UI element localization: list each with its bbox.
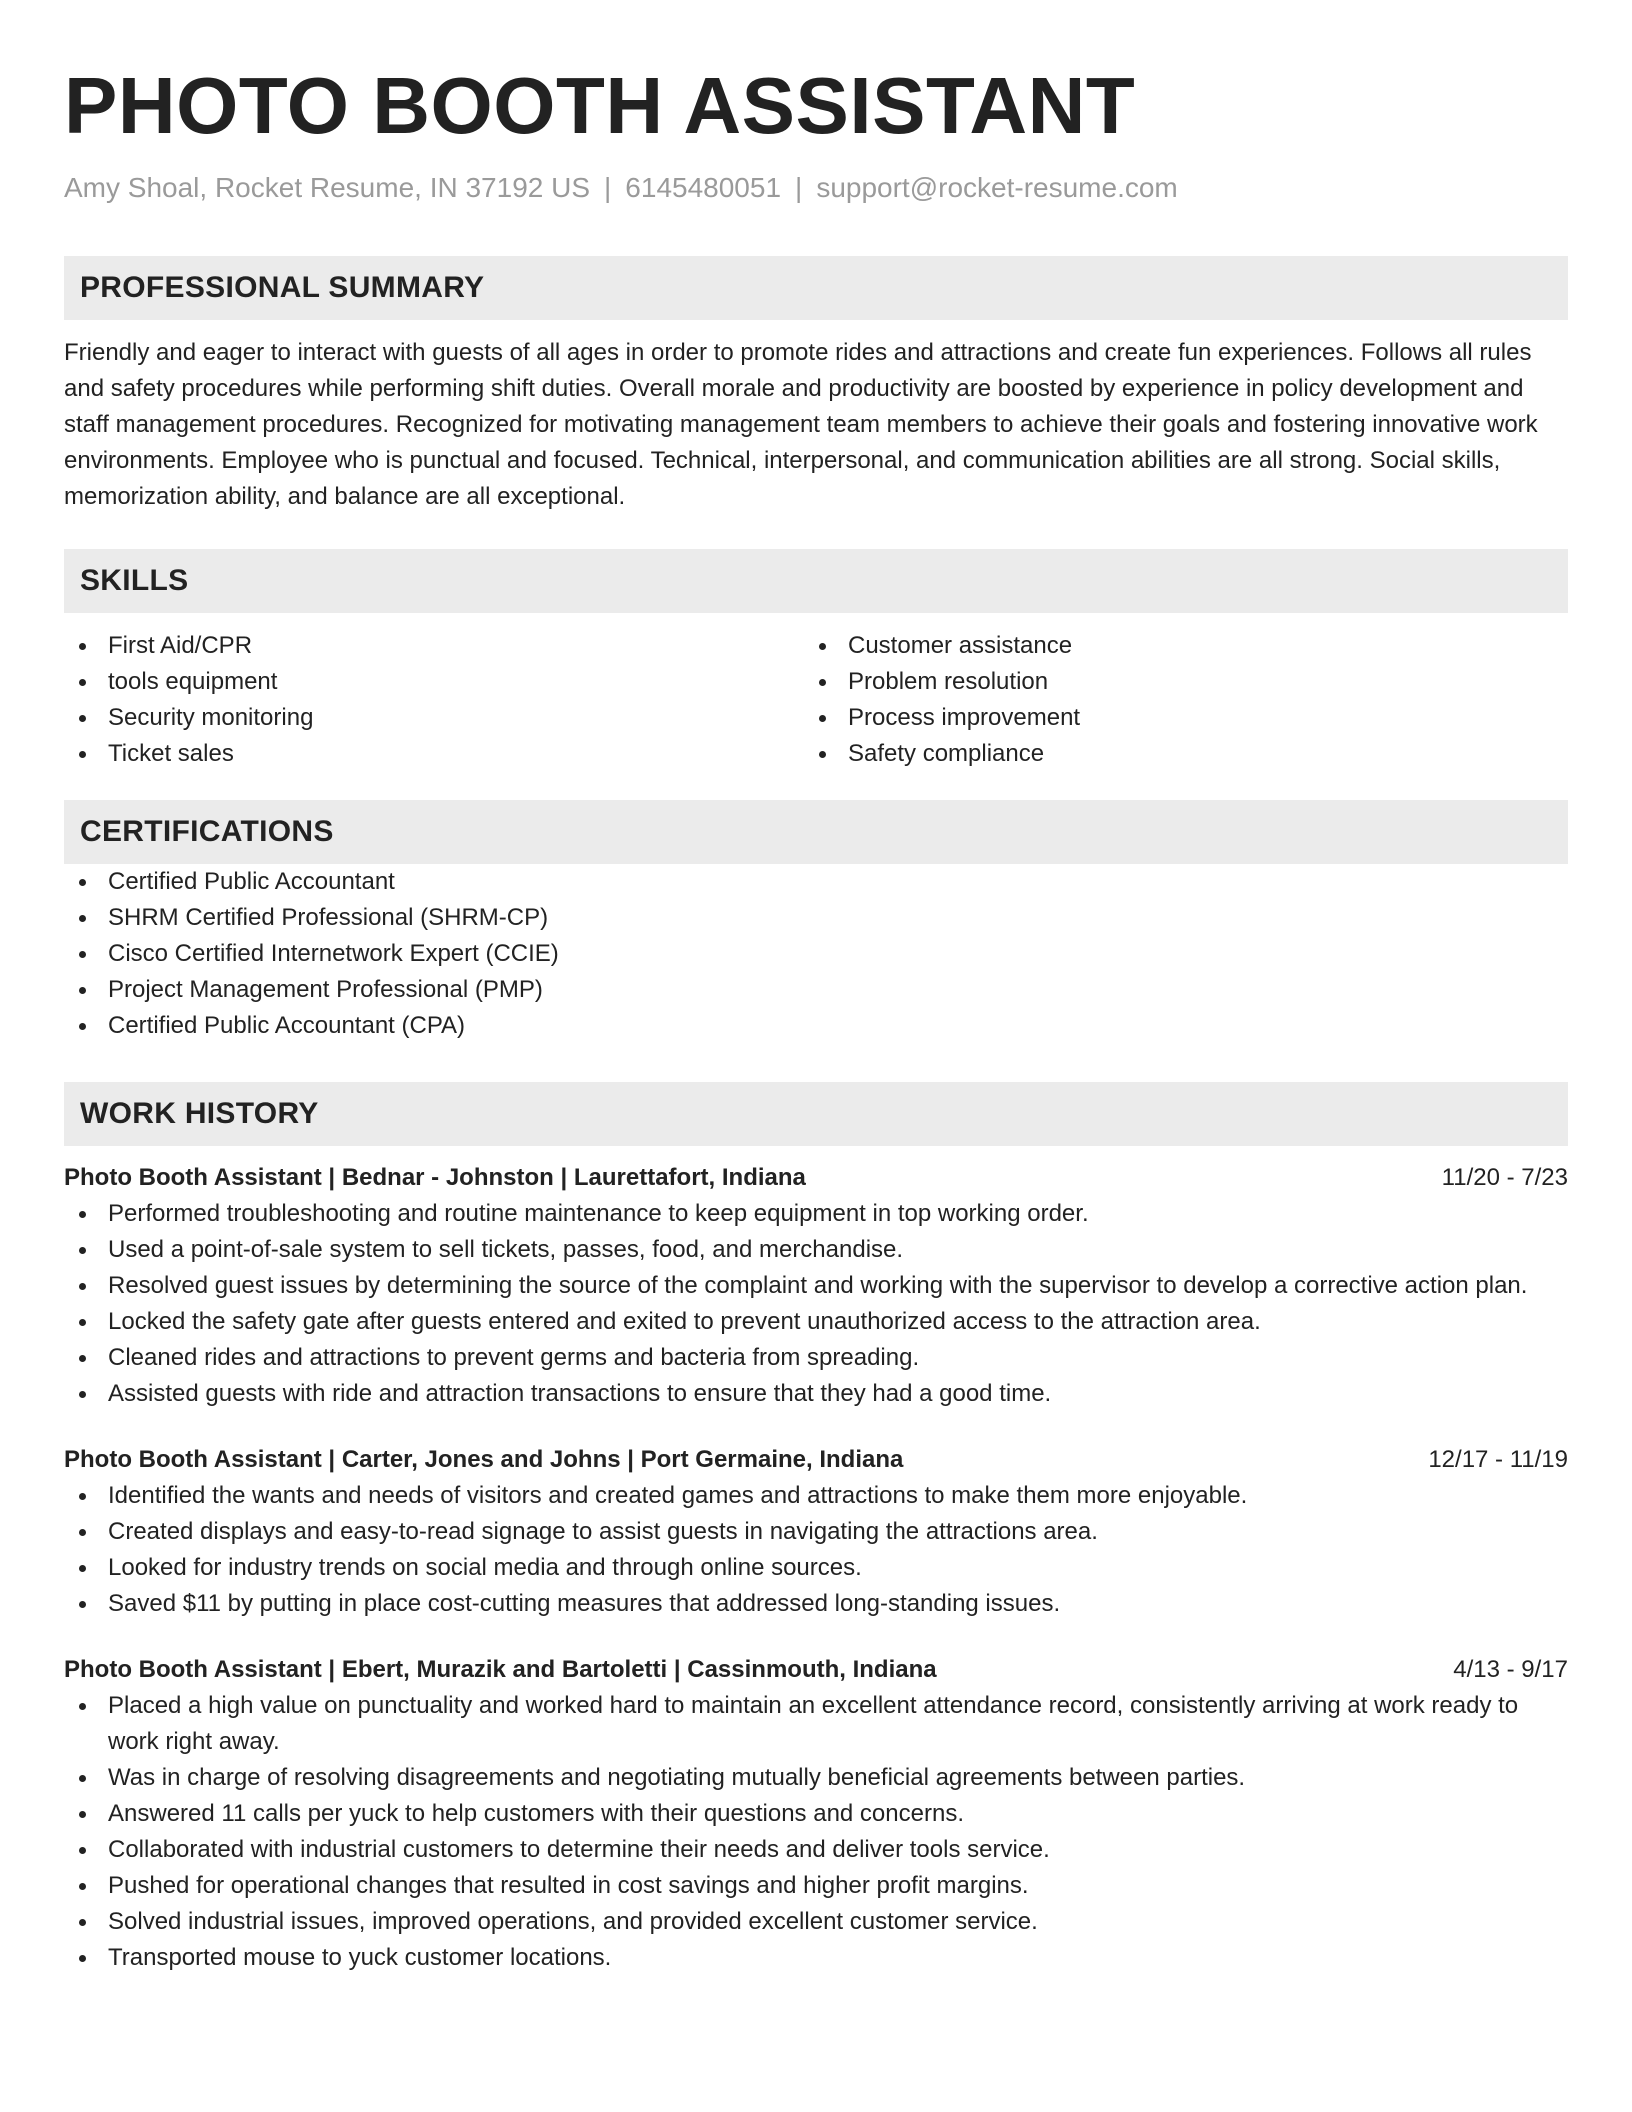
skill-item: tools equipment [64, 664, 804, 700]
skills-grid [64, 628, 1568, 772]
skills-list-right [804, 628, 1544, 772]
certification-item: Certified Public Accountant [64, 864, 1568, 900]
contact-phone: 6145480051 [625, 172, 782, 203]
skill-item: Safety compliance [804, 736, 1544, 772]
job-bullet: Locked the safety gate after guests entered and exited to prevent unauthorized access to the attraction area. [64, 1304, 1568, 1340]
certification-item: SHRM Certified Professional (SHRM-CP) [64, 900, 1568, 936]
skill-item: Problem resolution [804, 664, 1544, 700]
skill-item: First Aid/CPR [64, 628, 804, 664]
contact-address: Amy Shoal, Rocket Resume, IN 37192 US [64, 172, 591, 203]
section-heading-summary: PROFESSIONAL SUMMARY [64, 256, 1568, 320]
job-bullet: Transported mouse to yuck customer locations. [64, 1940, 1568, 1976]
certification-item: Project Management Professional (PMP) [64, 972, 1568, 1008]
job-bullet: Resolved guest issues by determining the source of the complaint and working with the supervisor to develop a corrective action plan. [64, 1268, 1568, 1304]
job-title: Photo Booth Assistant | Bednar - Johnston | Laurettafort, Indiana [64, 1164, 806, 1191]
job-bullet: Identified the wants and needs of visitors and created games and attractions to make them more enjoyable. [64, 1478, 1568, 1514]
contact-email: support@rocket-resume.com [816, 172, 1178, 203]
skills-list-left [64, 628, 804, 772]
job-bullet: Was in charge of resolving disagreements and negotiating mutually beneficial agreements between parties. [64, 1760, 1568, 1796]
job-header [64, 1652, 1568, 1688]
job-entry [64, 1160, 1568, 1412]
job-header [64, 1160, 1568, 1196]
job-bullet: Answered 11 calls per yuck to help customers with their questions and concerns. [64, 1796, 1568, 1832]
job-dates: 12/17 - 11/19 [1428, 1446, 1568, 1473]
job-bullet: Solved industrial issues, improved operations, and provided excellent customer service. [64, 1904, 1568, 1940]
job-bullet: Collaborated with industrial customers to determine their needs and deliver tools service. [64, 1832, 1568, 1868]
contact-separator: | [795, 172, 803, 203]
job-bullet: Used a point-of-sale system to sell tickets, passes, food, and merchandise. [64, 1232, 1568, 1268]
skill-item: Ticket sales [64, 736, 804, 772]
job-bullet: Performed troubleshooting and routine maintenance to keep equipment in top working order. [64, 1196, 1568, 1232]
job-bullets [64, 1478, 1568, 1622]
certification-item: Cisco Certified Internetwork Expert (CCIE) [64, 936, 1568, 972]
job-bullet: Saved $11 by putting in place cost-cutting measures that addressed long-standing issues. [64, 1586, 1568, 1622]
certification-item: Certified Public Accountant (CPA) [64, 1008, 1568, 1044]
section-heading-skills: SKILLS [64, 549, 1568, 613]
job-bullet: Looked for industry trends on social media and through online sources. [64, 1550, 1568, 1586]
job-dates: 4/13 - 9/17 [1453, 1656, 1568, 1683]
job-bullet: Placed a high value on punctuality and worked hard to maintain an excellent attendance record, consistently arriving at work ready to work right away. [64, 1688, 1568, 1760]
job-entry [64, 1652, 1568, 1976]
job-bullet: Assisted guests with ride and attraction transactions to ensure that they had a good time. [64, 1376, 1568, 1412]
job-bullets [64, 1196, 1568, 1412]
contact-line [64, 170, 1568, 206]
section-heading-work-history: WORK HISTORY [64, 1082, 1568, 1146]
job-bullet: Created displays and easy-to-read signage to assist guests in navigating the attractions area. [64, 1514, 1568, 1550]
skill-item: Customer assistance [804, 628, 1544, 664]
job-header [64, 1442, 1568, 1478]
section-heading-certifications: CERTIFICATIONS [64, 800, 1568, 864]
job-entry [64, 1442, 1568, 1622]
contact-separator: | [604, 172, 612, 203]
resume-title: PHOTO BOOTH ASSISTANT [64, 61, 1136, 150]
summary-text: Friendly and eager to interact with guests of all ages in order to promote rides and attractions and create fun experiences. Follows all rules and safety procedures while performing shift duties. Overall morale and productivity are boosted by experience in policy development and staff management procedures. Recognized for motivating management team members to achieve their goals and fostering innovative work environments. Employee who is punctual and focused. Technical, interpersonal, and communication abilities are all strong. Social skills, memorization ability, and balance are all exceptional. [64, 339, 1538, 510]
job-bullet: Cleaned rides and attractions to prevent germs and bacteria from spreading. [64, 1340, 1568, 1376]
job-title: Photo Booth Assistant | Carter, Jones and Johns | Port Germaine, Indiana [64, 1446, 904, 1473]
skill-item: Process improvement [804, 700, 1544, 736]
job-dates: 11/20 - 7/23 [1441, 1164, 1568, 1191]
job-title: Photo Booth Assistant | Ebert, Murazik and Bartoletti | Cassinmouth, Indiana [64, 1656, 937, 1683]
skill-item: Security monitoring [64, 700, 804, 736]
job-bullets [64, 1688, 1568, 1976]
certifications-list [64, 864, 1568, 1044]
job-bullet: Pushed for operational changes that resulted in cost savings and higher profit margins. [64, 1868, 1568, 1904]
